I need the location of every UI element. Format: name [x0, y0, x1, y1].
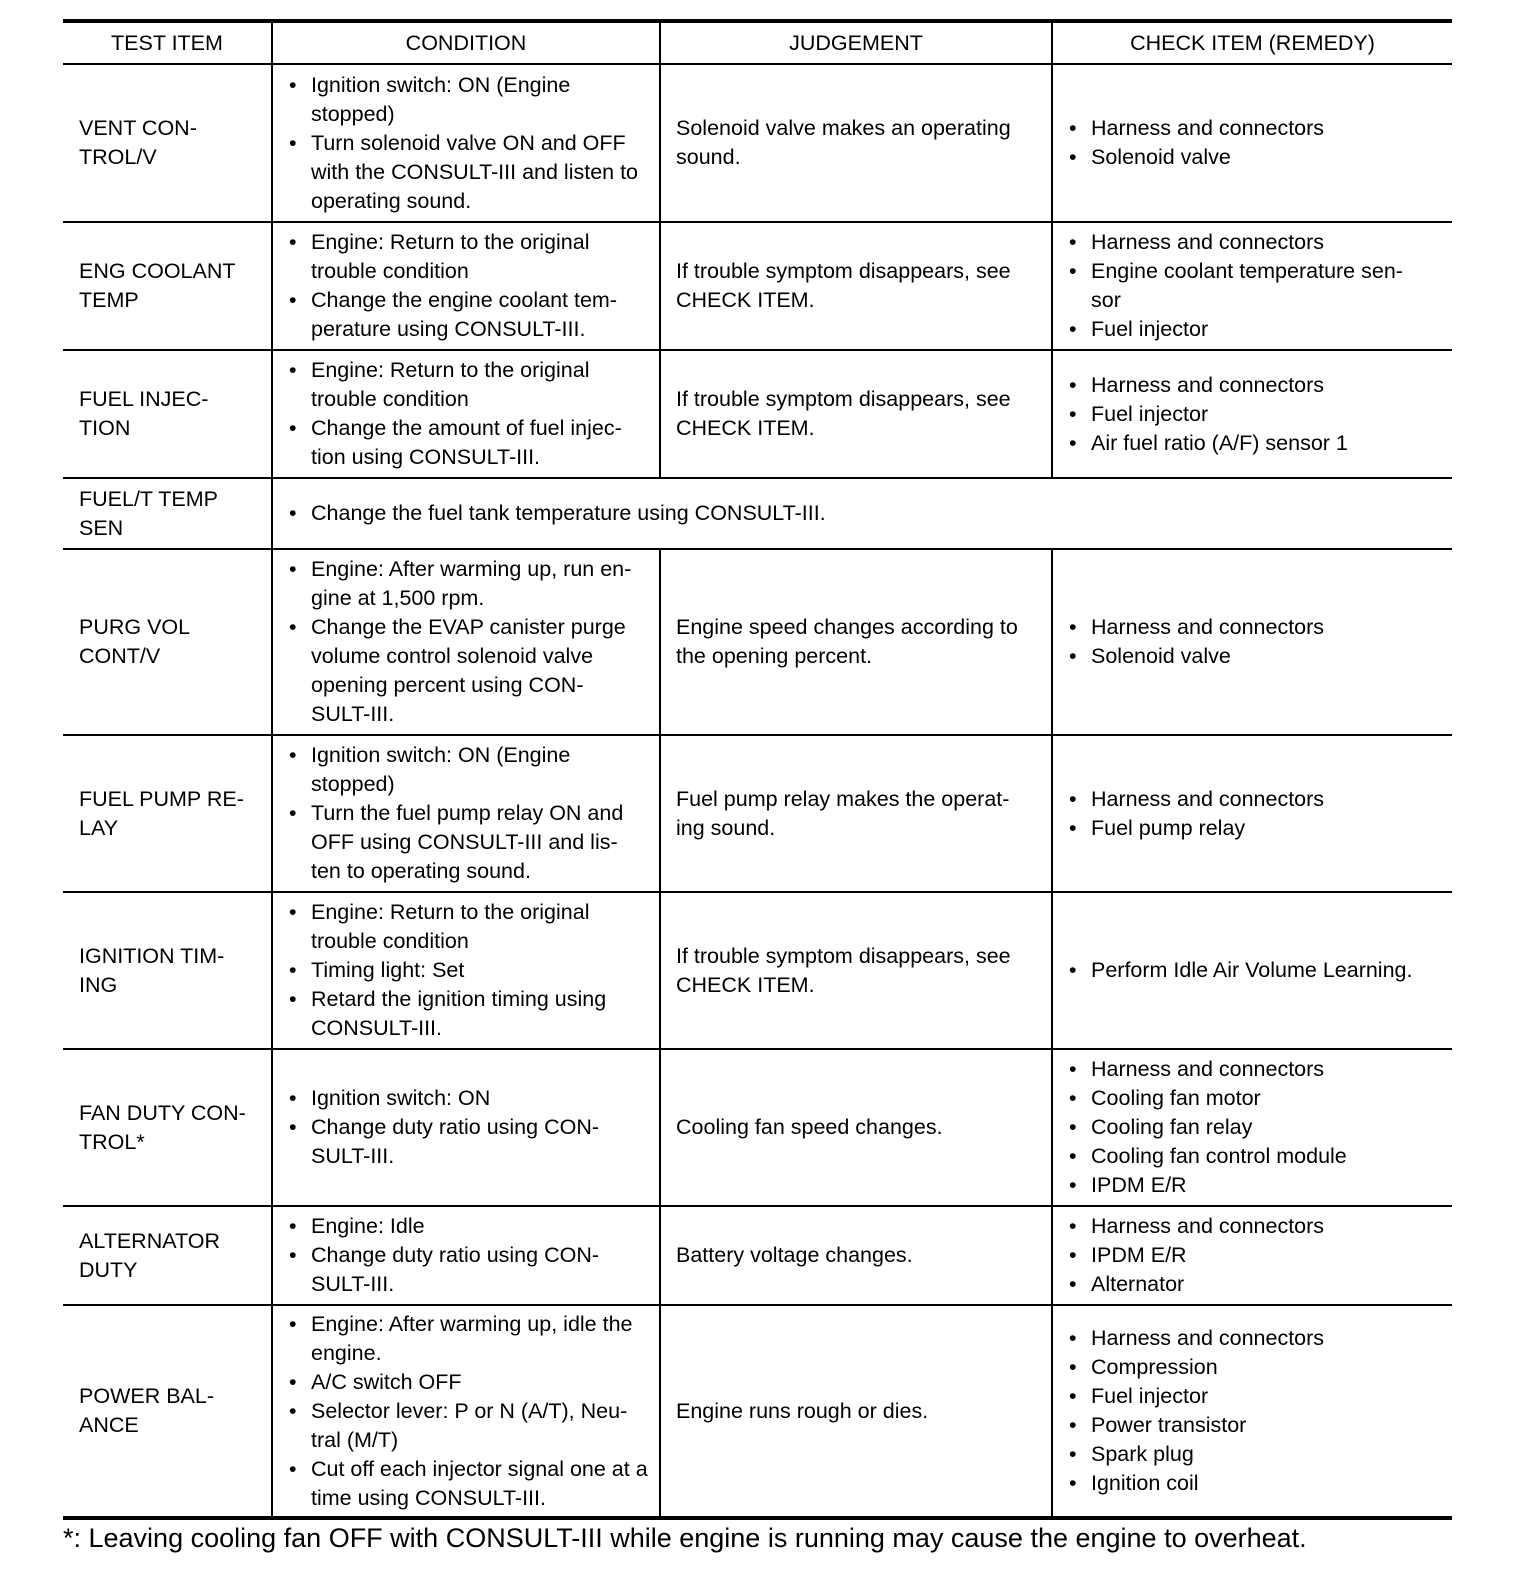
table-row: [63, 1049, 1452, 1206]
remedy-list: [1053, 228, 1452, 344]
list-item: • Engine: After warming up, run en- gine at 1,500 rpm.: [311, 555, 653, 613]
list-item: • Turn the fuel pump relay ON and OFF using CONSULT-III and lis- ten to operating sound.: [311, 799, 653, 886]
judgement-cell: Fuel pump relay makes the operat- ing sound.: [660, 735, 1052, 892]
test-item-cell: IGNITION TIM- ING: [63, 892, 272, 1049]
table-row: [63, 892, 1452, 1049]
table-row: [63, 1305, 1452, 1518]
table-body: [63, 64, 1452, 1518]
condition-list: [273, 555, 659, 729]
judgement-cell: If trouble symptom disappears, see CHECK ITEM.: [660, 350, 1052, 478]
list-item: • Engine: Return to the original trouble condition: [311, 898, 653, 956]
test-item-cell: FAN DUTY CON- TROL*: [63, 1049, 272, 1206]
table-row: [63, 735, 1452, 892]
list-item: • Air fuel ratio (A/F) sensor 1: [1091, 429, 1446, 458]
remedy-cell: [1052, 64, 1452, 222]
condition-list: [273, 499, 1452, 528]
list-item: • Fuel injector: [1091, 1382, 1446, 1411]
test-item-cell: FUEL PUMP RE- LAY: [63, 735, 272, 892]
remedy-cell: [1052, 1049, 1452, 1206]
remedy-list: [1053, 1212, 1452, 1299]
condition-list: [273, 741, 659, 886]
header-test-item: TEST ITEM: [63, 21, 272, 64]
list-item: • Ignition switch: ON (Engine stopped): [311, 71, 653, 129]
judgement-cell: Engine runs rough or dies.: [660, 1305, 1052, 1518]
condition-list: [273, 1212, 659, 1299]
condition-cell: [272, 549, 660, 735]
list-item: • Power transistor: [1091, 1411, 1446, 1440]
remedy-cell: [1052, 1206, 1452, 1305]
table-row: [63, 350, 1452, 478]
judgement-cell: Solenoid valve makes an operating sound.: [660, 64, 1052, 222]
list-item: • Change the engine coolant tem- perature using CONSULT-III.: [311, 286, 653, 344]
judgement-cell: Battery voltage changes.: [660, 1206, 1052, 1305]
condition-cell: [272, 64, 660, 222]
remedy-list: [1053, 613, 1452, 671]
list-item: • Harness and connectors: [1091, 371, 1446, 400]
list-item: • Change duty ratio using CON- SULT-III.: [311, 1113, 653, 1171]
list-item: • Timing light: Set: [311, 956, 653, 985]
list-item: • Cooling fan motor: [1091, 1084, 1446, 1113]
remedy-cell: [1052, 350, 1452, 478]
list-item: • Fuel injector: [1091, 400, 1446, 429]
list-item: • Retard the ignition timing using CONSULT-III.: [311, 985, 653, 1043]
test-item-cell: ENG COOLANT TEMP: [63, 222, 272, 350]
active-test-table: [63, 19, 1452, 1520]
remedy-cell: [1052, 892, 1452, 1049]
list-item: • Change duty ratio using CON- SULT-III.: [311, 1241, 653, 1299]
list-item: • Change the EVAP canister purge volume control solenoid valve opening percent using CON- SULT-III.: [311, 613, 653, 729]
test-item-cell: FUEL INJEC- TION: [63, 350, 272, 478]
list-item: • Fuel injector: [1091, 315, 1446, 344]
condition-list: [273, 356, 659, 472]
list-item: • Compression: [1091, 1353, 1446, 1382]
list-item: • Ignition coil: [1091, 1469, 1446, 1498]
list-item: • Cooling fan control module: [1091, 1142, 1446, 1171]
list-item: • Turn solenoid valve ON and OFF with the CONSULT-III and listen to operating sound.: [311, 129, 653, 216]
judgement-cell: Cooling fan speed changes.: [660, 1049, 1052, 1206]
test-item-cell: ALTERNATOR DUTY: [63, 1206, 272, 1305]
remedy-cell: [1052, 222, 1452, 350]
list-item: • Change the amount of fuel injec- tion using CONSULT-III.: [311, 414, 653, 472]
test-item-cell: VENT CON- TROL/V: [63, 64, 272, 222]
test-item-cell: FUEL/T TEMP SEN: [63, 478, 272, 549]
list-item: • IPDM E/R: [1091, 1171, 1446, 1200]
condition-cell: [272, 892, 660, 1049]
list-item: • Engine: Return to the original trouble condition: [311, 228, 653, 286]
condition-list: [273, 71, 659, 216]
table-row: [63, 478, 1452, 549]
table-row: [63, 222, 1452, 350]
condition-cell: [272, 478, 1452, 549]
list-item: • Engine: After warming up, idle the engine.: [311, 1310, 653, 1368]
list-item: • Fuel pump relay: [1091, 814, 1446, 843]
list-item: • A/C switch OFF: [311, 1368, 653, 1397]
header-judgement: JUDGEMENT: [660, 21, 1052, 64]
table-row: [63, 64, 1452, 222]
remedy-list: [1053, 371, 1452, 458]
remedy-cell: [1052, 735, 1452, 892]
judgement-cell: If trouble symptom disappears, see CHECK ITEM.: [660, 222, 1052, 350]
remedy-list: [1053, 114, 1452, 172]
condition-cell: [272, 1305, 660, 1518]
table-header-row: [63, 21, 1452, 64]
table-row: [63, 549, 1452, 735]
condition-list: [273, 898, 659, 1043]
remedy-list: [1053, 785, 1452, 843]
header-condition: CONDITION: [272, 21, 660, 64]
list-item: • Cut off each injector signal one at a time using CONSULT-III.: [311, 1455, 653, 1513]
remedy-list: [1053, 956, 1452, 985]
remedy-cell: [1052, 1305, 1452, 1518]
condition-cell: [272, 350, 660, 478]
condition-list: [273, 228, 659, 344]
table-row: [63, 1206, 1452, 1305]
list-item: • Cooling fan relay: [1091, 1113, 1446, 1142]
list-item: • Harness and connectors: [1091, 785, 1446, 814]
list-item: • IPDM E/R: [1091, 1241, 1446, 1270]
list-item: • Harness and connectors: [1091, 1212, 1446, 1241]
condition-cell: [272, 1049, 660, 1206]
remedy-cell: [1052, 549, 1452, 735]
footnote: *: Leaving cooling fan OFF with CONSULT-III while engine is running may cause the engine to overheat.: [63, 1523, 1307, 1553]
list-item: • Solenoid valve: [1091, 143, 1446, 172]
list-item: • Ignition switch: ON: [311, 1084, 653, 1113]
test-item-cell: POWER BAL- ANCE: [63, 1305, 272, 1518]
remedy-list: [1053, 1324, 1452, 1498]
list-item: • Solenoid valve: [1091, 642, 1446, 671]
list-item: • Harness and connectors: [1091, 228, 1446, 257]
list-item: • Engine coolant temperature sen- sor: [1091, 257, 1446, 315]
list-item: • Perform Idle Air Volume Learning.: [1091, 956, 1446, 985]
list-item: • Engine: Idle: [311, 1212, 653, 1241]
test-item-cell: PURG VOL CONT/V: [63, 549, 272, 735]
list-item: • Harness and connectors: [1091, 1324, 1446, 1353]
judgement-cell: If trouble symptom disappears, see CHECK ITEM.: [660, 892, 1052, 1049]
list-item: • Harness and connectors: [1091, 114, 1446, 143]
list-item: • Alternator: [1091, 1270, 1446, 1299]
judgement-cell: Engine speed changes according to the opening percent.: [660, 549, 1052, 735]
list-item: • Harness and connectors: [1091, 613, 1446, 642]
condition-cell: [272, 735, 660, 892]
condition-list: [273, 1310, 659, 1513]
list-item: • Change the fuel tank temperature using CONSULT-III.: [311, 499, 1446, 528]
list-item: • Selector lever: P or N (A/T), Neu- tral (M/T): [311, 1397, 653, 1455]
condition-list: [273, 1084, 659, 1171]
header-check-item: CHECK ITEM (REMEDY): [1052, 21, 1452, 64]
list-item: • Harness and connectors: [1091, 1055, 1446, 1084]
condition-cell: [272, 1206, 660, 1305]
condition-cell: [272, 222, 660, 350]
remedy-list: [1053, 1055, 1452, 1200]
list-item: • Ignition switch: ON (Engine stopped): [311, 741, 653, 799]
list-item: • Engine: Return to the original trouble condition: [311, 356, 653, 414]
list-item: • Spark plug: [1091, 1440, 1446, 1469]
